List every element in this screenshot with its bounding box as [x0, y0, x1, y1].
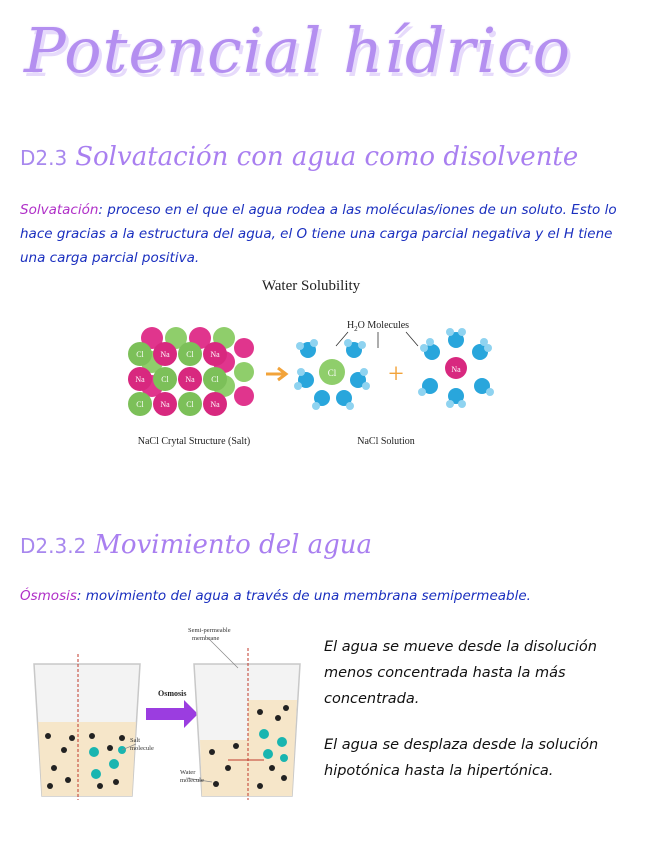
page-title: Potencial hídrico: [24, 14, 572, 87]
svg-text:Cl: Cl: [161, 375, 169, 384]
solution-caption: NaCl Solution: [357, 436, 415, 447]
solvatacion-definition: [20, 198, 632, 270]
svg-text:Na: Na: [451, 365, 461, 374]
svg-text:Na: Na: [160, 400, 170, 409]
plus-sign: +: [388, 359, 404, 390]
h2o-label: $H_2O$ Molecules: [346, 320, 410, 333]
figure-title: Water Solubility: [261, 278, 361, 294]
term-solvatacion: Solvatación: [20, 202, 99, 218]
section-heading-text: Solvatación con agua como disolvente: [75, 142, 579, 172]
svg-text:Na: Na: [185, 375, 195, 384]
svg-text:Cl: Cl: [136, 350, 144, 359]
svg-text:Cl: Cl: [211, 375, 219, 384]
note-concentration: El agua se mueve desde la disolución menos concentrada hasta la más concentrada.: [324, 639, 597, 707]
svg-text:Na: Na: [210, 400, 220, 409]
definition-text: : movimiento del agua a través de una membrana semipermeable.: [76, 588, 531, 604]
osmosis-figure: [16, 618, 316, 810]
svg-text:Cl: Cl: [327, 368, 337, 378]
svg-text:Cl: Cl: [186, 350, 194, 359]
term-osmosis: Ósmosis: [20, 588, 77, 604]
section-number: D2.3: [20, 146, 68, 170]
section-heading-text: Movimiento del agua: [94, 530, 373, 560]
svg-text:Cl: Cl: [136, 400, 144, 409]
section-number: D2.3.2: [20, 534, 87, 558]
svg-text:Na: Na: [160, 350, 170, 359]
definition-text: : proceso en el que el agua rodea a las moléculas/iones de un soluto. Esto lo hace gracias a la estructura del agua, el O tiene una carga parcial negativa y el H tiene una carga parcial positiva.: [20, 202, 617, 266]
svg-text:Cl: Cl: [186, 400, 194, 409]
water-label: Water molecule: [180, 769, 204, 784]
salt-label: Salt molecule: [130, 737, 154, 752]
osmosis-definition: [20, 584, 650, 608]
beaker-after: [194, 648, 300, 800]
svg-text:Na: Na: [135, 375, 145, 384]
crystal-caption: NaCl Crytal Structure (Salt): [137, 436, 251, 447]
water-solubility-figure: [96, 268, 516, 464]
membrane-label: Semi-permeable membrane: [188, 627, 231, 642]
svg-text:Na: Na: [210, 350, 220, 359]
section-heading-solvatacion: [20, 142, 578, 172]
beaker-before: [34, 654, 140, 800]
osmosis-label: Osmosis: [158, 689, 187, 698]
note-tonicity: El agua se desplaza desde la solución hipotónica hasta la hipertónica.: [324, 737, 599, 779]
section-heading-movimiento: [20, 530, 372, 560]
